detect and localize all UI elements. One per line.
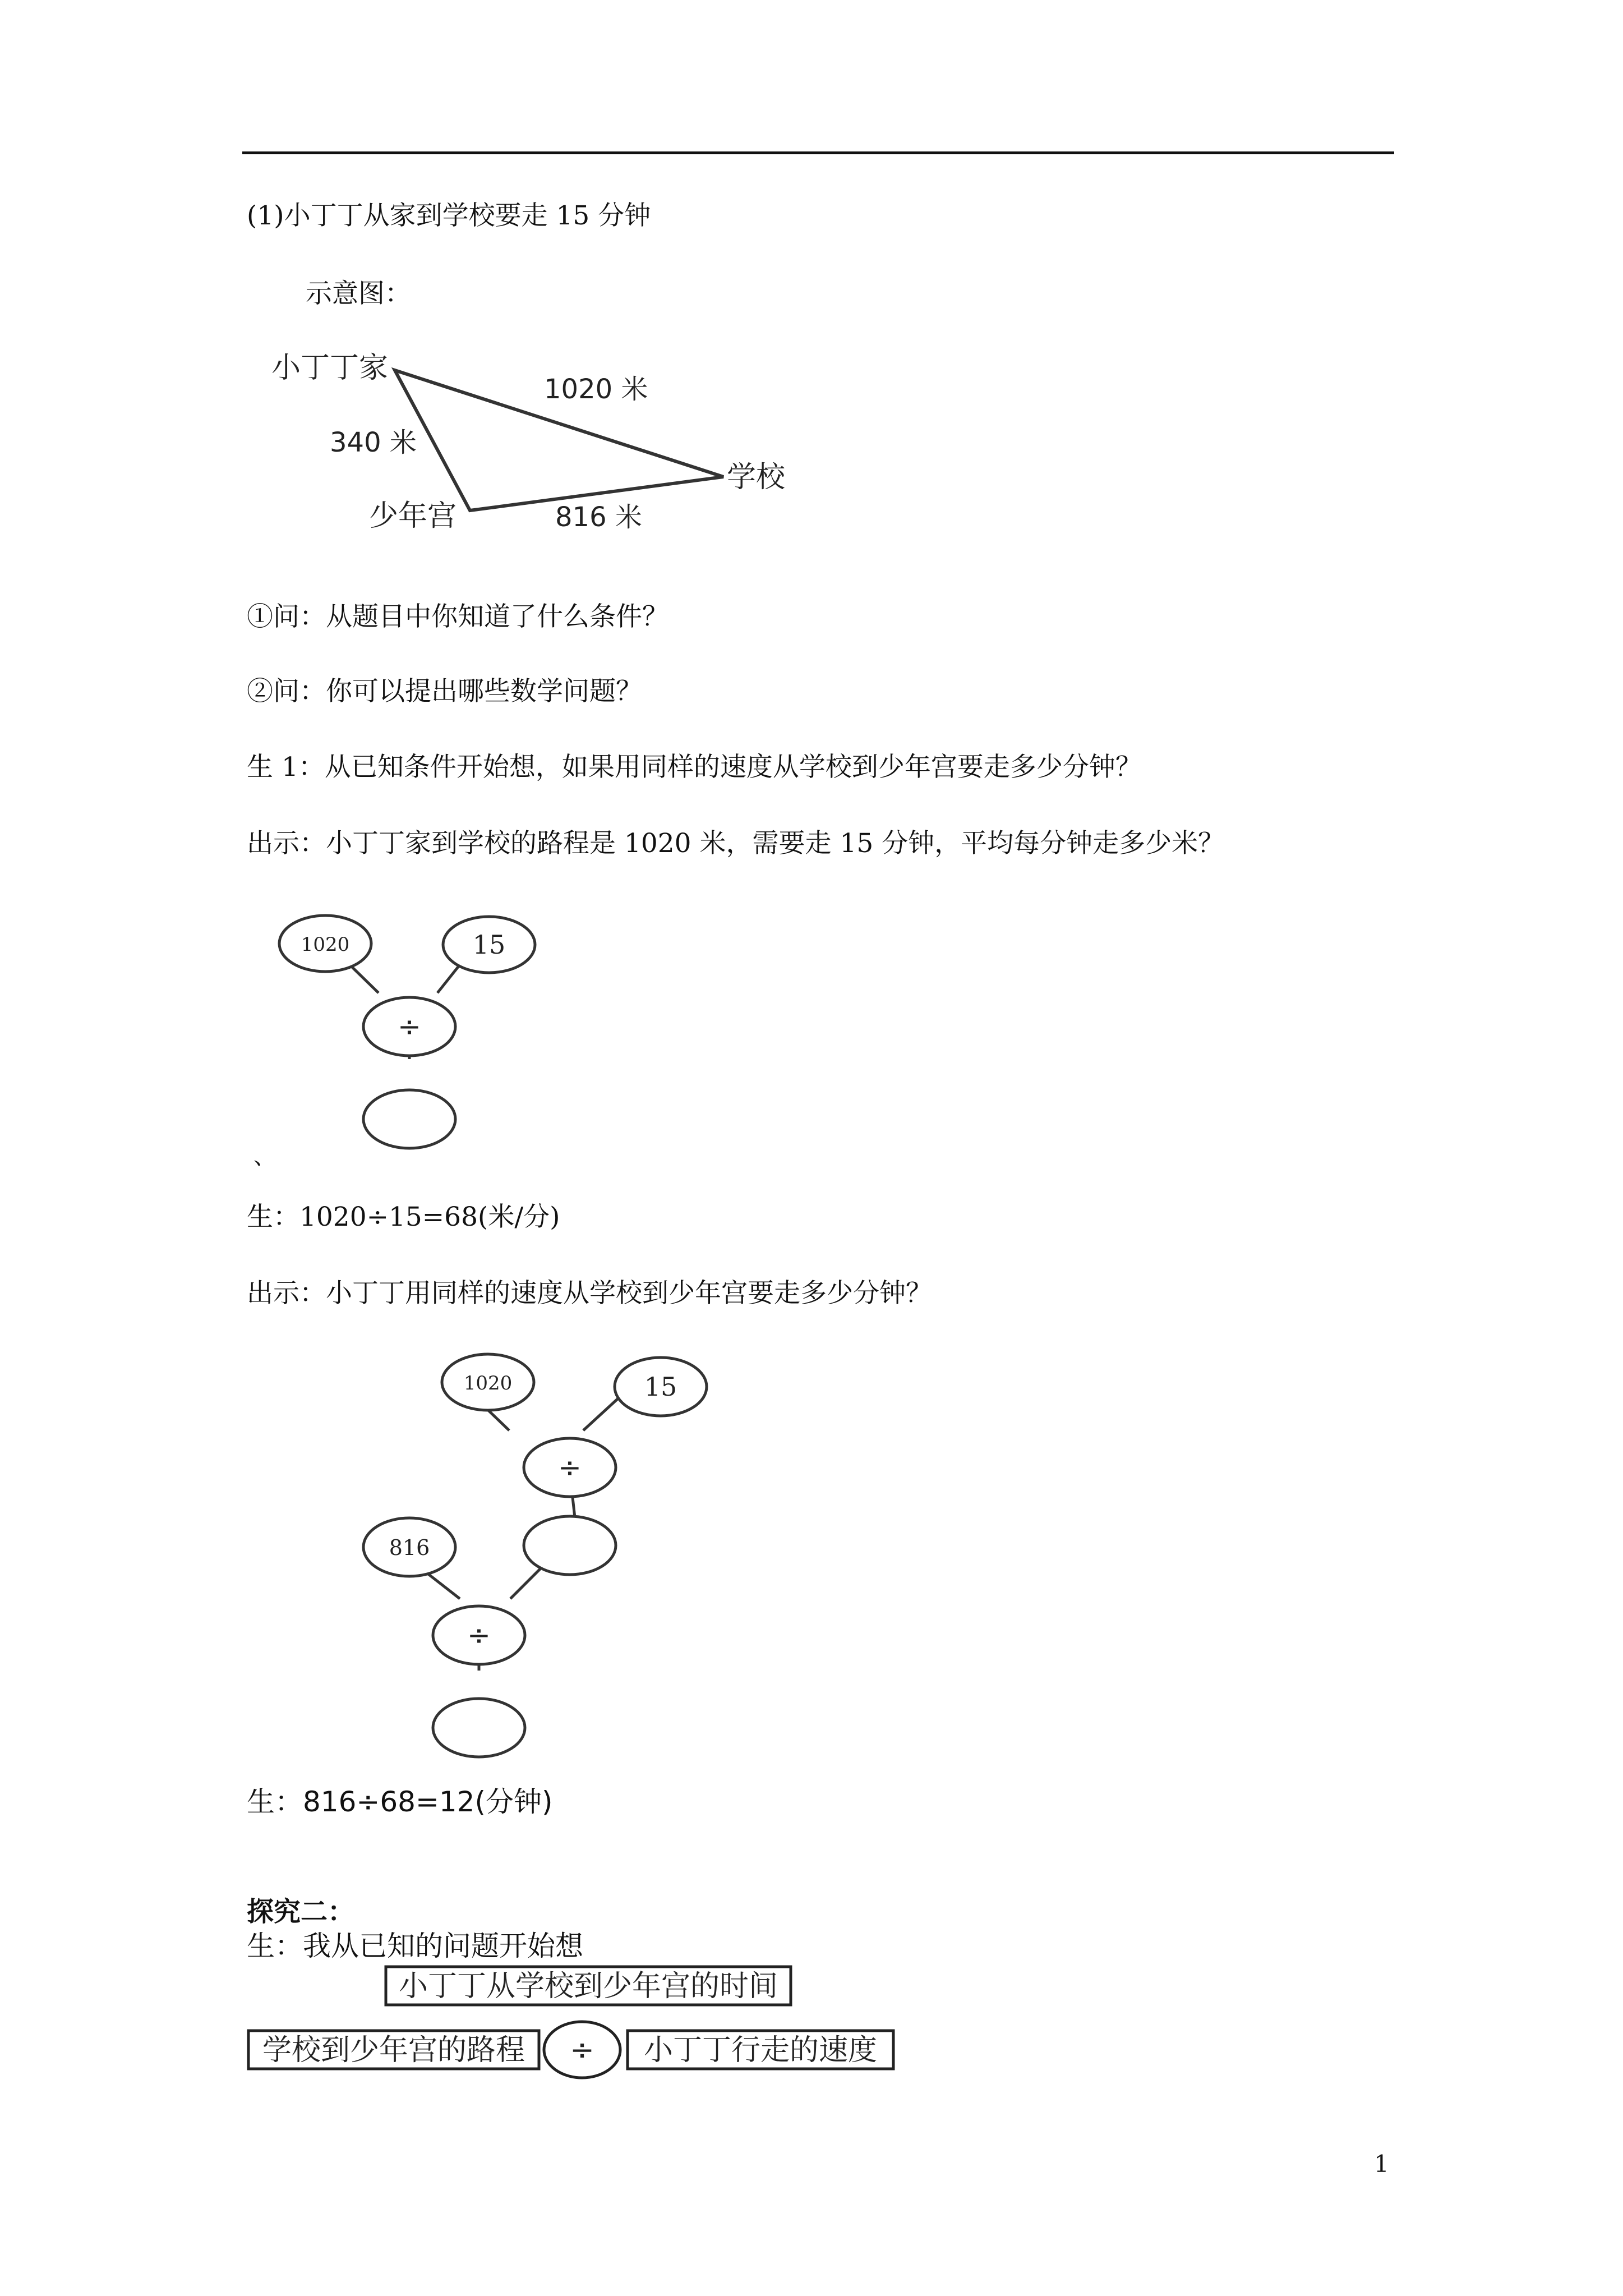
show-1: 出示：小丁丁家到学校的路程是 1020 米，需要走 15 分钟，平均每分钟走多少米？: [247, 828, 1225, 859]
tree2-node-result: [433, 1699, 525, 1757]
answer-2: 生：816÷68=12(分钟): [247, 1786, 553, 1818]
tree1-operator: ÷: [398, 1010, 421, 1043]
box-top-text: 小丁丁从学校到少年宫的时间: [398, 1970, 778, 2003]
distance-home-school: 1020 米: [544, 374, 648, 405]
route-triangle-diagram: [247, 337, 808, 544]
label-school: 学校: [727, 461, 786, 494]
student-1-answer: 生 1：从已知条件开始想，如果用同样的速度从学校到少年宫要走多少分钟？: [247, 752, 1142, 783]
box-right-text: 小丁丁行走的速度: [643, 2033, 878, 2067]
tree2-operator-1: ÷: [558, 1451, 582, 1484]
box-left-text: 学校到少年宫的路程: [262, 2033, 525, 2067]
reasoning-box-diagram: [247, 1963, 909, 2092]
stray-mark: 、: [253, 1144, 276, 1170]
problem-heading: (1)小丁丁从家到学校要走 15 分钟: [247, 200, 651, 231]
tree2-value-c: 816: [389, 1535, 430, 1560]
label-home: 小丁丁家: [271, 351, 389, 385]
tree2-node-speed: [524, 1516, 616, 1575]
tree2-value-b: 15: [644, 1372, 677, 1402]
division-tree-2: [348, 1346, 740, 1773]
section-2-student: 生：我从已知的问题开始想: [247, 1930, 583, 1962]
tree1-value-b: 15: [472, 930, 506, 960]
box-operator: ÷: [570, 2033, 594, 2067]
distance-home-palace: 340 米: [330, 427, 417, 458]
tree2-operator-2: ÷: [467, 1619, 491, 1651]
page-number: 1: [1374, 2150, 1389, 2178]
question-2: ②问：你可以提出哪些数学问题？: [247, 676, 642, 707]
section-2-heading: 探究二：: [247, 1896, 355, 1927]
question-1: ①问：从题目中你知道了什么条件？: [247, 601, 668, 632]
show-2: 出示：小丁丁用同样的速度从学校到少年宫要走多少分钟？: [247, 1278, 932, 1309]
answer-1: 生：1020÷15=68(米/分): [247, 1202, 560, 1232]
tree2-value-a: 1020: [463, 1372, 513, 1395]
diagram-caption: 示意图：: [306, 278, 411, 309]
division-tree-1: [269, 909, 583, 1167]
label-palace: 少年宫: [369, 499, 457, 533]
header-rule: [242, 151, 1394, 154]
distance-palace-school: 816 米: [555, 501, 642, 533]
tree1-node-result: [363, 1090, 455, 1148]
tree1-value-a: 1020: [301, 933, 350, 956]
